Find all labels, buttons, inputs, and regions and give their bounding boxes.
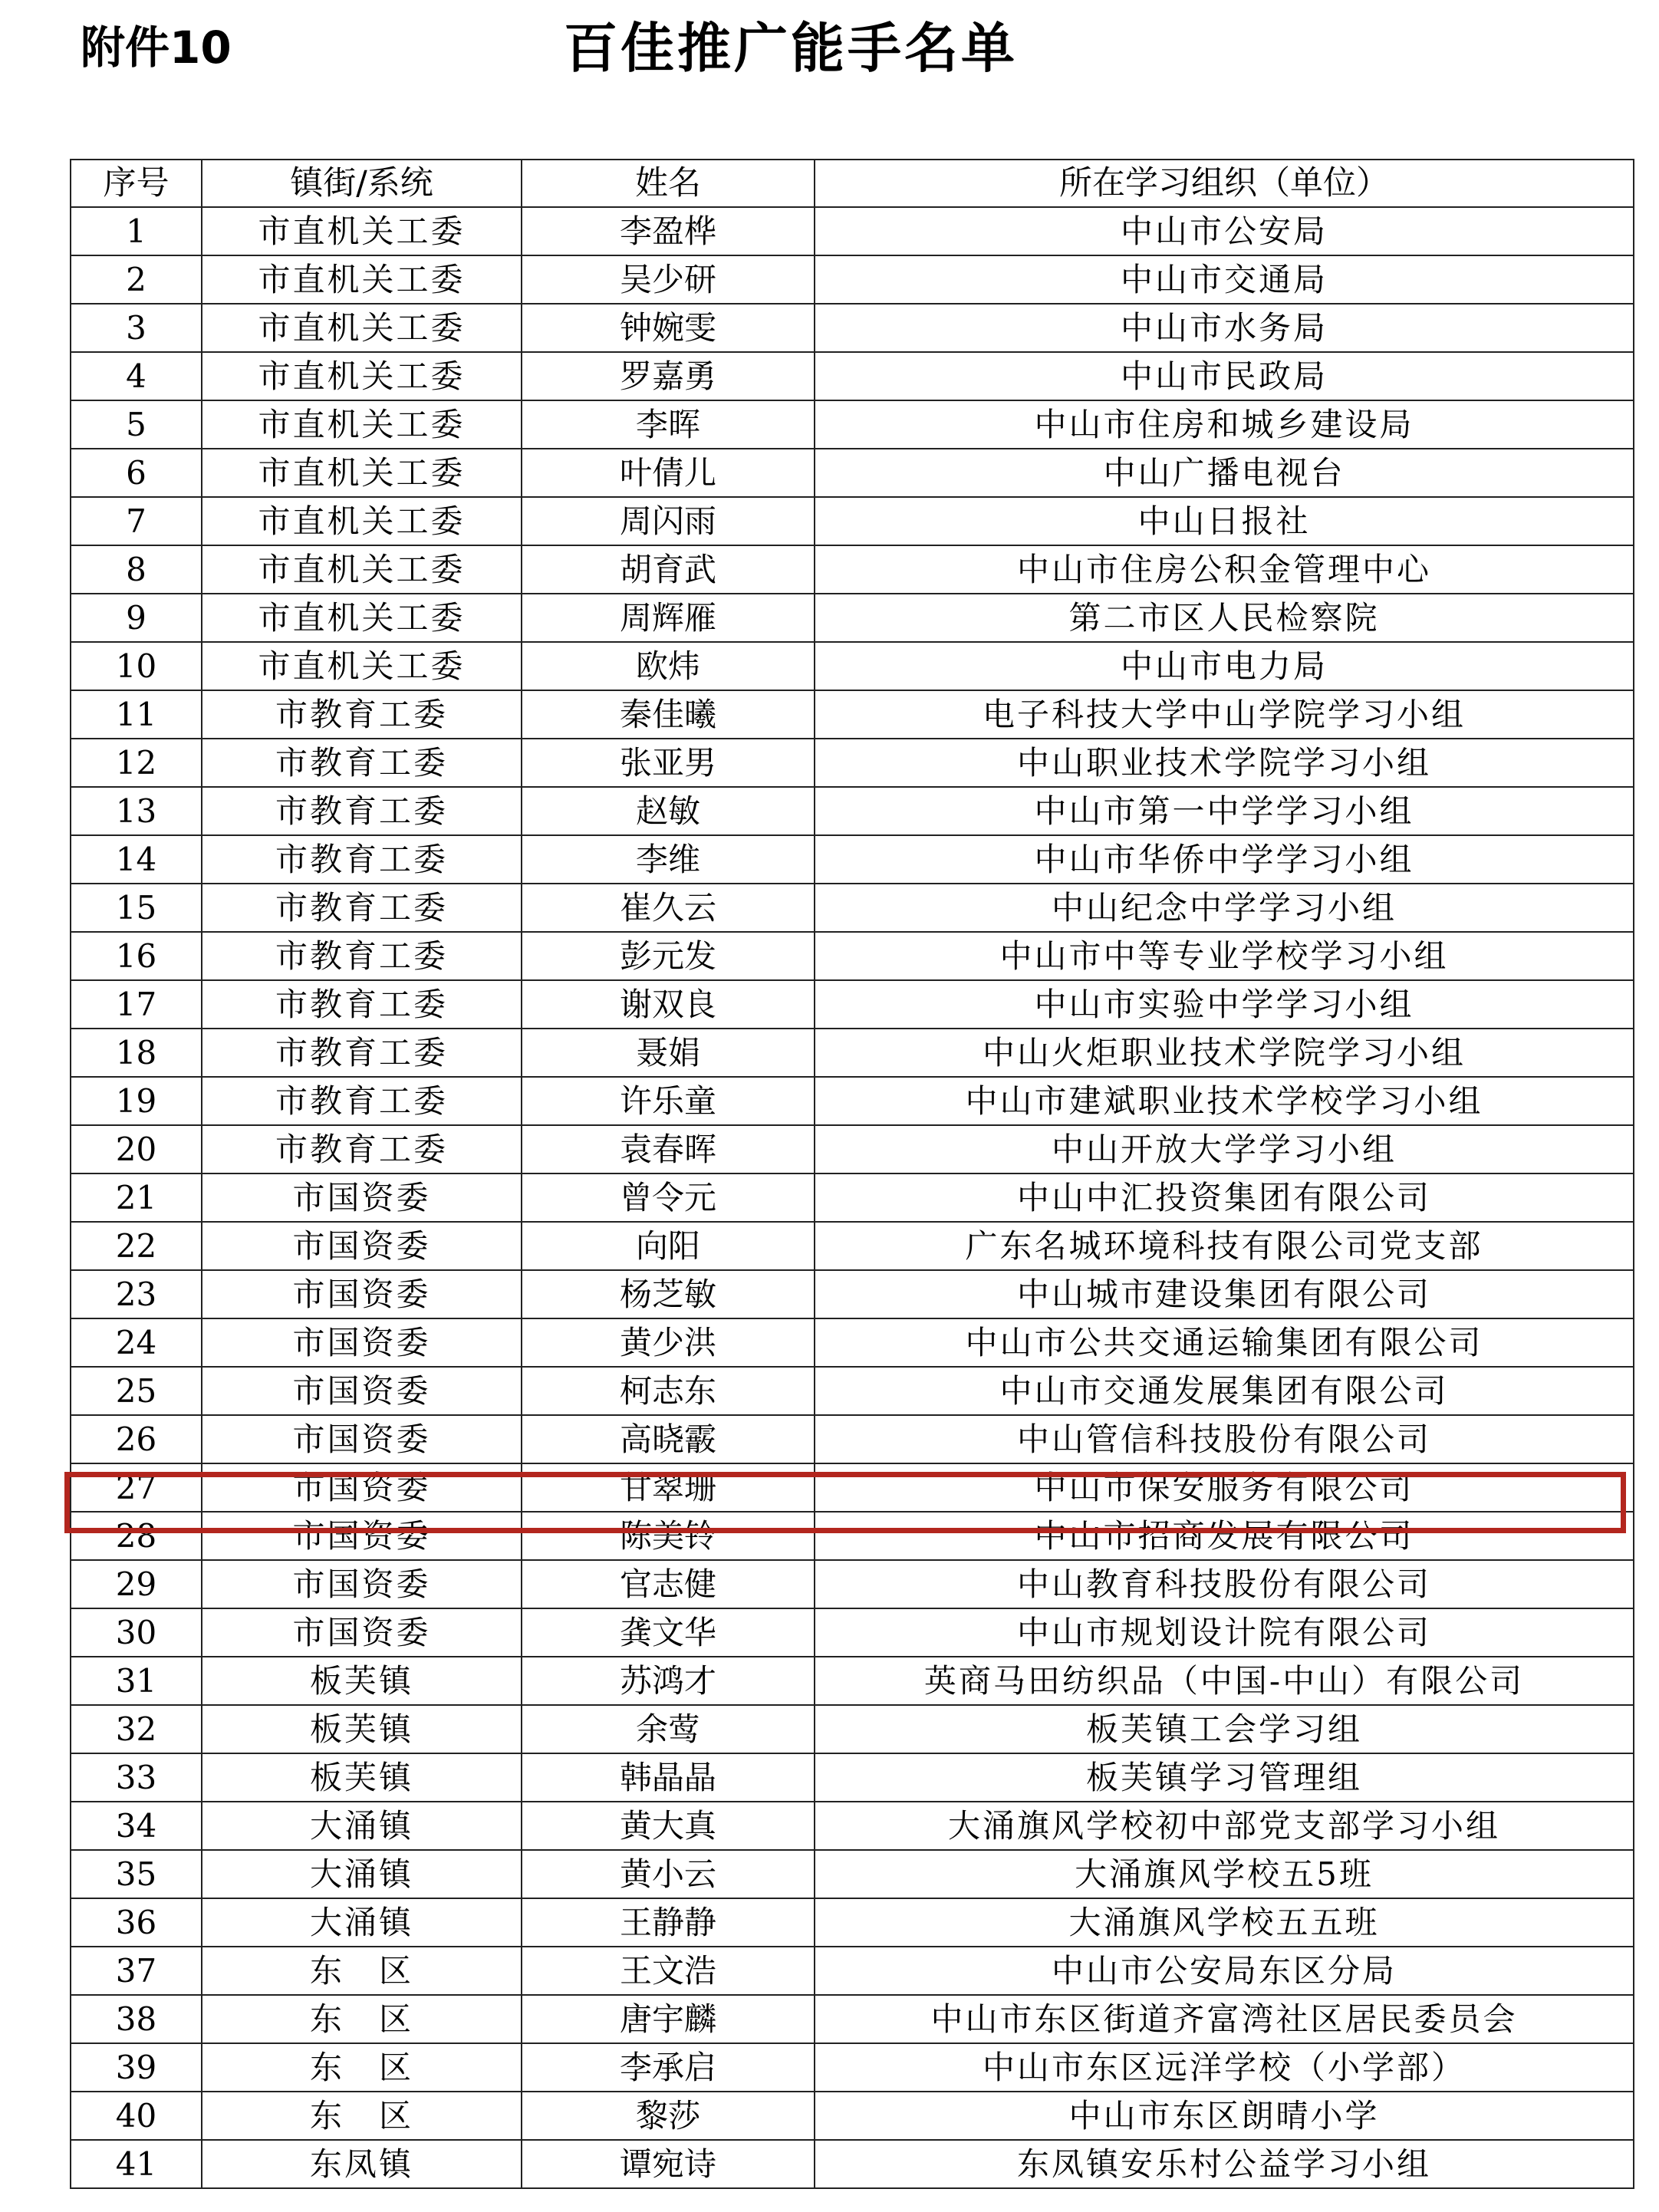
- cell-system: 板芙镇: [202, 1753, 522, 1802]
- table-row: [71, 2043, 1634, 2092]
- cell-system: 大涌镇: [202, 1850, 522, 1898]
- cell-number: 20: [71, 1125, 202, 1173]
- cell-name: 黎莎: [522, 2092, 815, 2140]
- cell-name: 秦佳曦: [522, 690, 815, 739]
- cell-name: 陈美铃: [522, 1512, 815, 1560]
- table-row: [71, 1802, 1634, 1850]
- cell-name: 李盈桦: [522, 207, 815, 255]
- cell-name: 李承启: [522, 2043, 815, 2092]
- cell-number: 38: [71, 1995, 202, 2043]
- cell-name: 钟婉雯: [522, 304, 815, 352]
- cell-system: 市教育工委: [202, 980, 522, 1029]
- cell-system: 市国资委: [202, 1415, 522, 1463]
- cell-organization: 中山市水务局: [815, 304, 1634, 352]
- table-row: [71, 1947, 1634, 1995]
- cell-system: 市直机关工委: [202, 304, 522, 352]
- cell-organization: 中山广播电视台: [815, 449, 1634, 497]
- table-row: [71, 1850, 1634, 1898]
- cell-name: 叶倩儿: [522, 449, 815, 497]
- cell-number: 25: [71, 1367, 202, 1415]
- cell-number: 5: [71, 400, 202, 449]
- cell-organization: 中山市建斌职业技术学校学习小组: [815, 1077, 1634, 1125]
- table-row: [71, 932, 1634, 980]
- column-header-system: 镇街/系统: [202, 160, 522, 207]
- column-header-organization: 所在学习组织（单位）: [815, 160, 1634, 207]
- cell-organization: 大涌旗风学校初中部党支部学习小组: [815, 1802, 1634, 1850]
- cell-organization: 中山城市建设集团有限公司: [815, 1270, 1634, 1318]
- cell-system: 市教育工委: [202, 884, 522, 932]
- cell-number: 16: [71, 932, 202, 980]
- cell-system: 市国资委: [202, 1560, 522, 1608]
- attachment-label: 附件10: [81, 21, 232, 74]
- table-row: [71, 400, 1634, 449]
- cell-number: 40: [71, 2092, 202, 2140]
- table-row: [71, 545, 1634, 594]
- table-row: [71, 1463, 1634, 1512]
- cell-system: 市国资委: [202, 1318, 522, 1367]
- cell-system: 市教育工委: [202, 739, 522, 787]
- cell-system: 市直机关工委: [202, 594, 522, 642]
- cell-organization: 中山开放大学学习小组: [815, 1125, 1634, 1173]
- cell-name: 崔久云: [522, 884, 815, 932]
- cell-organization: 中山市电力局: [815, 642, 1634, 690]
- document-title: 百佳推广能手名单: [564, 17, 1018, 80]
- cell-name: 余莺: [522, 1705, 815, 1753]
- cell-system: 东凤镇: [202, 2140, 522, 2188]
- cell-name: 周辉雁: [522, 594, 815, 642]
- cell-number: 2: [71, 255, 202, 304]
- cell-name: 杨芝敏: [522, 1270, 815, 1318]
- cell-organization: 中山市东区街道齐富湾社区居民委员会: [815, 1995, 1634, 2043]
- table-row: [71, 1367, 1634, 1415]
- cell-number: 33: [71, 1753, 202, 1802]
- cell-organization: 中山市民政局: [815, 352, 1634, 400]
- cell-name: 彭元发: [522, 932, 815, 980]
- cell-system: 市直机关工委: [202, 400, 522, 449]
- table-row: [71, 1173, 1634, 1222]
- cell-system: 市教育工委: [202, 835, 522, 884]
- cell-number: 39: [71, 2043, 202, 2092]
- cell-number: 26: [71, 1415, 202, 1463]
- cell-number: 18: [71, 1029, 202, 1077]
- table-row: [71, 835, 1634, 884]
- cell-number: 17: [71, 980, 202, 1029]
- cell-number: 27: [71, 1463, 202, 1512]
- cell-name: 高晓霰: [522, 1415, 815, 1463]
- cell-organization: 中山市住房和城乡建设局: [815, 400, 1634, 449]
- cell-name: 赵敏: [522, 787, 815, 835]
- table-row: [71, 497, 1634, 545]
- cell-number: 31: [71, 1657, 202, 1705]
- cell-organization: 中山市东区朗晴小学: [815, 2092, 1634, 2140]
- cell-number: 14: [71, 835, 202, 884]
- cell-system: 市教育工委: [202, 932, 522, 980]
- table-row: [71, 449, 1634, 497]
- cell-number: 4: [71, 352, 202, 400]
- cell-name: 谢双良: [522, 980, 815, 1029]
- table-row: [71, 255, 1634, 304]
- cell-number: 21: [71, 1173, 202, 1222]
- cell-number: 32: [71, 1705, 202, 1753]
- cell-system: 市直机关工委: [202, 545, 522, 594]
- cell-name: 向阳: [522, 1222, 815, 1270]
- column-header-number: 序号: [71, 160, 202, 207]
- table-row: [71, 642, 1634, 690]
- cell-name: 周闪雨: [522, 497, 815, 545]
- cell-organization: 中山纪念中学学习小组: [815, 884, 1634, 932]
- cell-number: 36: [71, 1898, 202, 1947]
- cell-system: 市直机关工委: [202, 255, 522, 304]
- cell-organization: 中山火炬职业技术学院学习小组: [815, 1029, 1634, 1077]
- cell-name: 韩晶晶: [522, 1753, 815, 1802]
- cell-name: 李维: [522, 835, 815, 884]
- cell-organization: 中山管信科技股份有限公司: [815, 1415, 1634, 1463]
- table-row: [71, 1077, 1634, 1125]
- roster-table: [70, 159, 1634, 2189]
- table-row: [71, 1995, 1634, 2043]
- cell-number: 34: [71, 1802, 202, 1850]
- cell-organization: 中山市公共交通运输集团有限公司: [815, 1318, 1634, 1367]
- cell-system: 市国资委: [202, 1367, 522, 1415]
- table-row: [71, 1512, 1634, 1560]
- table-row: [71, 1560, 1634, 1608]
- cell-number: 19: [71, 1077, 202, 1125]
- table-row: [71, 1415, 1634, 1463]
- cell-organization: 中山市保安服务有限公司: [815, 1463, 1634, 1512]
- cell-organization: 中山市实验中学学习小组: [815, 980, 1634, 1029]
- cell-name: 黄小云: [522, 1850, 815, 1898]
- cell-system: 板芙镇: [202, 1657, 522, 1705]
- cell-organization: 中山职业技术学院学习小组: [815, 739, 1634, 787]
- cell-number: 13: [71, 787, 202, 835]
- table-row: [71, 1125, 1634, 1173]
- cell-number: 30: [71, 1608, 202, 1657]
- table-row: [71, 884, 1634, 932]
- cell-system: 市直机关工委: [202, 497, 522, 545]
- cell-name: 王静静: [522, 1898, 815, 1947]
- cell-system: 市直机关工委: [202, 449, 522, 497]
- cell-organization: 中山市招商发展有限公司: [815, 1512, 1634, 1560]
- cell-name: 唐宇麟: [522, 1995, 815, 2043]
- cell-name: 谭宛诗: [522, 2140, 815, 2188]
- cell-number: 24: [71, 1318, 202, 1367]
- table-row: [71, 1318, 1634, 1367]
- cell-organization: 中山市交通发展集团有限公司: [815, 1367, 1634, 1415]
- cell-organization: 电子科技大学中山学院学习小组: [815, 690, 1634, 739]
- cell-organization: 中山市第一中学学习小组: [815, 787, 1634, 835]
- cell-organization: 中山中汇投资集团有限公司: [815, 1173, 1634, 1222]
- cell-organization: 广东名城环境科技有限公司党支部: [815, 1222, 1634, 1270]
- cell-organization: 东凤镇安乐村公益学习小组: [815, 2140, 1634, 2188]
- cell-number: 29: [71, 1560, 202, 1608]
- table-row: [71, 1657, 1634, 1705]
- table-row: [71, 352, 1634, 400]
- cell-organization: 中山市交通局: [815, 255, 1634, 304]
- cell-number: 3: [71, 304, 202, 352]
- cell-name: 李晖: [522, 400, 815, 449]
- cell-number: 10: [71, 642, 202, 690]
- cell-number: 1: [71, 207, 202, 255]
- cell-number: 7: [71, 497, 202, 545]
- cell-organization: 中山市东区远洋学校（小学部）: [815, 2043, 1634, 2092]
- cell-organization: 板芙镇学习管理组: [815, 1753, 1634, 1802]
- cell-system: 市直机关工委: [202, 207, 522, 255]
- cell-number: 8: [71, 545, 202, 594]
- cell-name: 罗嘉勇: [522, 352, 815, 400]
- cell-organization: 英商马田纺织品（中国-中山）有限公司: [815, 1657, 1634, 1705]
- table-row: [71, 1270, 1634, 1318]
- cell-system: 东 区: [202, 1995, 522, 2043]
- cell-system: 市教育工委: [202, 787, 522, 835]
- cell-system: 市国资委: [202, 1463, 522, 1512]
- table-header-row: [71, 160, 1634, 207]
- cell-number: 15: [71, 884, 202, 932]
- table-row: [71, 980, 1634, 1029]
- cell-system: 市国资委: [202, 1173, 522, 1222]
- cell-name: 官志健: [522, 1560, 815, 1608]
- table-row: [71, 787, 1634, 835]
- cell-number: 37: [71, 1947, 202, 1995]
- table-row: [71, 1029, 1634, 1077]
- cell-organization: 板芙镇工会学习组: [815, 1705, 1634, 1753]
- cell-name: 欧炜: [522, 642, 815, 690]
- table-row: [71, 1222, 1634, 1270]
- cell-name: 吴少研: [522, 255, 815, 304]
- cell-number: 9: [71, 594, 202, 642]
- cell-organization: 中山市公安局东区分局: [815, 1947, 1634, 1995]
- cell-system: 市教育工委: [202, 690, 522, 739]
- cell-number: 28: [71, 1512, 202, 1560]
- cell-system: 大涌镇: [202, 1802, 522, 1850]
- cell-system: 板芙镇: [202, 1705, 522, 1753]
- table-row: [71, 304, 1634, 352]
- table-row: [71, 2092, 1634, 2140]
- cell-number: 23: [71, 1270, 202, 1318]
- cell-organization: 第二市区人民检察院: [815, 594, 1634, 642]
- table-row: [71, 1608, 1634, 1657]
- cell-system: 市教育工委: [202, 1077, 522, 1125]
- column-header-name: 姓名: [522, 160, 815, 207]
- cell-system: 东 区: [202, 1947, 522, 1995]
- cell-name: 胡育武: [522, 545, 815, 594]
- cell-number: 41: [71, 2140, 202, 2188]
- cell-name: 袁春晖: [522, 1125, 815, 1173]
- cell-system: 市直机关工委: [202, 642, 522, 690]
- cell-system: 东 区: [202, 2092, 522, 2140]
- cell-organization: 中山市中等专业学校学习小组: [815, 932, 1634, 980]
- cell-name: 黄大真: [522, 1802, 815, 1850]
- cell-number: 22: [71, 1222, 202, 1270]
- cell-name: 张亚男: [522, 739, 815, 787]
- cell-organization: 中山市规划设计院有限公司: [815, 1608, 1634, 1657]
- cell-system: 大涌镇: [202, 1898, 522, 1947]
- cell-number: 35: [71, 1850, 202, 1898]
- table-row: [71, 1753, 1634, 1802]
- cell-organization: 中山教育科技股份有限公司: [815, 1560, 1634, 1608]
- cell-name: 甘翠珊: [522, 1463, 815, 1512]
- cell-organization: 大涌旗风学校五五班: [815, 1898, 1634, 1947]
- cell-organization: 大涌旗风学校五5班: [815, 1850, 1634, 1898]
- cell-system: 市教育工委: [202, 1029, 522, 1077]
- table-row: [71, 2140, 1634, 2188]
- cell-name: 黄少洪: [522, 1318, 815, 1367]
- cell-system: 市直机关工委: [202, 352, 522, 400]
- cell-name: 王文浩: [522, 1947, 815, 1995]
- cell-number: 12: [71, 739, 202, 787]
- table-row: [71, 1898, 1634, 1947]
- table-row: [71, 594, 1634, 642]
- cell-organization: 中山市公安局: [815, 207, 1634, 255]
- cell-name: 曾令元: [522, 1173, 815, 1222]
- cell-system: 市国资委: [202, 1512, 522, 1560]
- cell-system: 市国资委: [202, 1222, 522, 1270]
- cell-system: 市教育工委: [202, 1125, 522, 1173]
- table-row: [71, 1705, 1634, 1753]
- cell-number: 6: [71, 449, 202, 497]
- cell-number: 11: [71, 690, 202, 739]
- table-body: [71, 207, 1634, 2188]
- cell-system: 市国资委: [202, 1270, 522, 1318]
- table-row: [71, 690, 1634, 739]
- cell-name: 聂娟: [522, 1029, 815, 1077]
- cell-name: 许乐童: [522, 1077, 815, 1125]
- cell-system: 东 区: [202, 2043, 522, 2092]
- cell-organization: 中山市住房公积金管理中心: [815, 545, 1634, 594]
- cell-organization: 中山日报社: [815, 497, 1634, 545]
- cell-organization: 中山市华侨中学学习小组: [815, 835, 1634, 884]
- cell-name: 龚文华: [522, 1608, 815, 1657]
- table-row: [71, 739, 1634, 787]
- table-row: [71, 207, 1634, 255]
- cell-system: 市国资委: [202, 1608, 522, 1657]
- cell-name: 苏鸿才: [522, 1657, 815, 1705]
- cell-name: 柯志东: [522, 1367, 815, 1415]
